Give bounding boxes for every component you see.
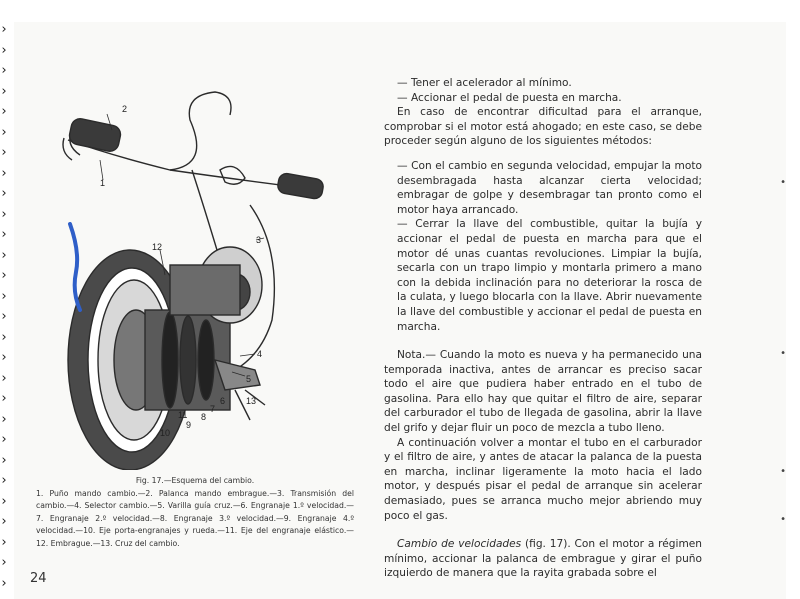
pen-mark <box>64 222 94 312</box>
figure-label: 2 <box>122 104 128 114</box>
binding-mark: › <box>0 22 8 37</box>
cambio-text: (fig. 17). Con el motor a régimen mínimo, accionar la palanca de embrague y girar el puño izquierdo de manera que la rayita grabada sobre el <box>384 538 702 580</box>
binding-mark: › <box>0 452 8 468</box>
nota-text: — Cuando la moto es nueva y ha permanecido una temporada inactiva, antes de arrancar es preciso sacar todo el aire que pudiera haber entrado en el tubo de gasolina. Para ello hay que quitar el filtro de aire, separar del carburador el tubo de llegada de gasolina, abrir la llave del grifo y dejar fluir un poco de mezcla a tubo lleno. <box>384 349 702 435</box>
binding-mark: › <box>0 555 8 570</box>
list-item: — Cerrar la llave del combustible, quitar la bujía y accionar el pedal de puesta en marcha para que el motor dé unas cuantas revoluciones. Limpiar la bujía, secarla con un trapo limpio y montarla primero a mano con la debida inclinación para no deteriorar la rosca de la culata, y luego blocarla con la llave. Abrir nuevamente la llave del combustible y accionar el pedal de puesta en marcha. <box>397 218 702 333</box>
binding-mark: › <box>0 391 8 406</box>
binding-mark: › <box>0 350 8 365</box>
margin-dot: • <box>780 514 786 525</box>
figure-label: 5 <box>246 374 252 384</box>
caption-title: Fig. 17.—Esquema del cambio. <box>135 476 255 485</box>
nota-paragraph <box>384 348 702 436</box>
binding-mark: › <box>0 309 8 324</box>
paragraph: En caso de encontrar dificultad para el arranque, comprobar si el motor está ahogado; en este caso, se debe proceder según alguno de los siguientes métodos: <box>384 106 702 148</box>
cambio-paragraph <box>384 537 702 581</box>
binding-mark: › <box>0 83 8 99</box>
binding-mark: › <box>0 145 8 160</box>
text-column <box>384 76 702 581</box>
binding-mark: › <box>0 329 8 345</box>
figure-label: 4 <box>257 349 263 359</box>
cambio-label: Cambio de velocidades <box>397 538 522 551</box>
margin-dot: • <box>780 348 786 359</box>
list-item: — Tener el acelerador al mínimo. <box>397 77 572 89</box>
figure-label: 9 <box>186 420 192 430</box>
binding-mark: › <box>0 124 8 140</box>
caption-text: 1. Puño mando cambio.—2. Palanca mando embrague.—3. Transmisión del cambio.—4. Selector cambio.—5. Varilla guía cruz.—6. Engranaje 1.º velocidad.—7. Engranaje 2.º velocidad.—8. Engranaje 3.º velocidad.—9. Engranaje 4.º velocidad.—10. Eje porta-engranajes y rueda.—11. Eje del engranaje elástico.—12. Embrague.—13. Cruz del cambio. <box>36 488 354 548</box>
figure-label: 12 <box>152 242 163 252</box>
binding-edge <box>0 0 14 599</box>
paragraph: A continuación volver a montar el tubo en el carburador y el filtro de aire, y antes de atacar la palanca de la puesta en marcha, inclinar ligeramente la moto hacia el lado motor, y después pisar el pedal de arranque sin acelerar demasiado, pues se arranca mucho mejor abriendo muy poco el gas. <box>384 436 702 522</box>
binding-mark: › <box>0 575 8 591</box>
list-item: — Con el cambio en segunda velocidad, empujar la moto desembragada hasta alcanzar cierta velocidad; embragar de golpe y desembragar tan pronto como el motor haya arrancado. <box>397 159 702 216</box>
binding-mark: › <box>0 493 8 509</box>
binding-mark: › <box>0 432 8 447</box>
binding-mark: › <box>0 288 8 304</box>
page-number: 24 <box>30 571 47 586</box>
binding-mark: › <box>0 411 8 427</box>
figure-caption <box>36 475 354 551</box>
binding-mark: › <box>0 227 8 242</box>
margin-dot: • <box>780 466 786 477</box>
figure-label: 3 <box>256 235 262 245</box>
figure-label: 7 <box>210 404 216 414</box>
list-item: — Accionar el pedal de puesta en marcha. <box>397 91 622 104</box>
binding-mark: › <box>0 370 8 386</box>
binding-mark: › <box>0 206 8 222</box>
binding-mark: › <box>0 63 8 78</box>
binding-mark: › <box>0 514 8 529</box>
binding-mark: › <box>0 268 8 283</box>
binding-mark: › <box>0 42 8 58</box>
binding-mark: › <box>0 186 8 201</box>
figure-label: 6 <box>220 396 226 406</box>
figure-label: 1 <box>100 178 106 188</box>
margin-dot: • <box>780 177 786 188</box>
figure-label: 11 <box>178 410 188 420</box>
nota-label: Nota. <box>397 349 426 362</box>
binding-mark: › <box>0 247 8 263</box>
figure-label: 10 <box>160 428 171 438</box>
binding-mark: › <box>0 104 8 119</box>
binding-mark: › <box>0 165 8 181</box>
binding-mark: › <box>0 534 8 550</box>
binding-mark: › <box>0 473 8 488</box>
figure-label: 13 <box>246 396 257 406</box>
figure-label: 8 <box>201 412 207 422</box>
